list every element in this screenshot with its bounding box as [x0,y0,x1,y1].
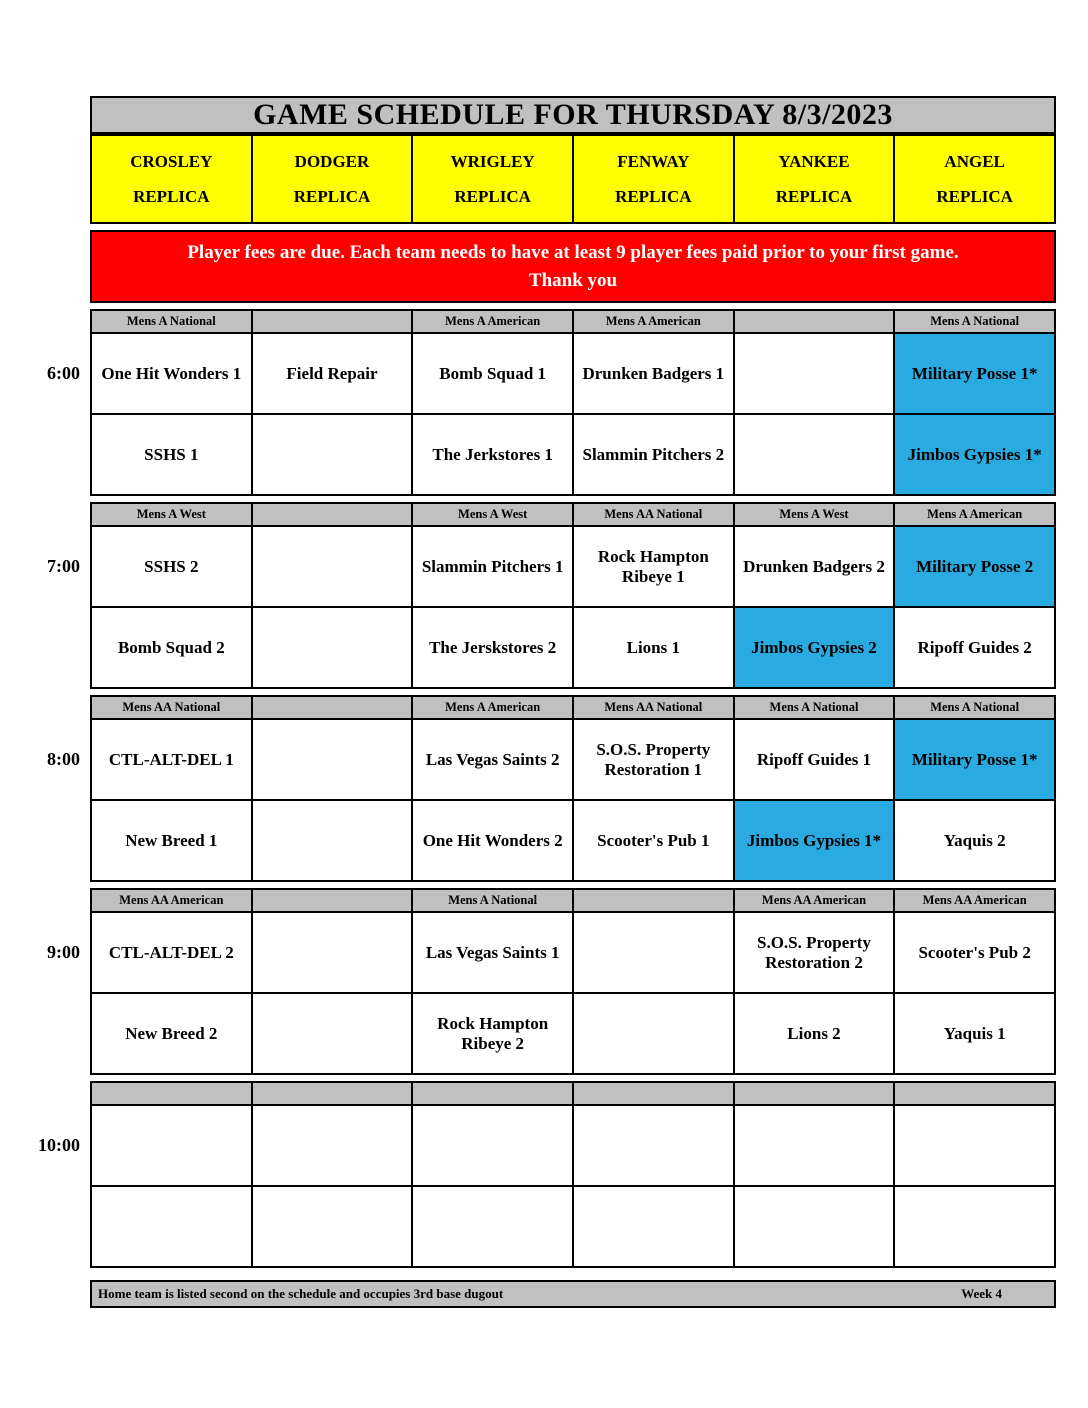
home-team: Rock Hampton Ribeye 2 [413,994,572,1073]
field-header-wrigley [413,136,572,222]
home-team: One Hit Wonders 2 [413,801,572,880]
division-label [895,1083,1054,1104]
field-type: REPLICA [936,186,1013,206]
away-team: Field Repair [253,334,412,413]
division-label: Mens A American [574,311,733,332]
away-team: CTL-ALT-DEL 2 [92,913,251,992]
home-team [253,801,412,880]
home-team [413,1187,572,1266]
player-fees-notice [90,230,1056,303]
field-type: REPLICA [293,186,371,206]
home-team: The Jerkstores 1 [413,415,572,494]
away-team: Military Posse 1* [895,720,1054,799]
home-team: Slammin Pitchers 2 [574,415,733,494]
home-team: Scooter's Pub 1 [574,801,733,880]
field-header-fenway [574,136,733,222]
field-type: REPLICA [775,186,853,206]
division-label [574,1083,733,1104]
field-header-crosley [92,136,251,222]
division-label: Mens AA National [574,504,733,525]
away-team: SSHS 2 [92,527,251,606]
field-name: CROSLEY [130,151,213,171]
home-team [574,994,733,1073]
away-team [735,334,894,413]
away-team [574,913,733,992]
division-label: Mens A National [92,311,251,332]
time-label: 9:00 [47,942,80,963]
home-team: Jimbos Gypsies 1* [895,415,1054,494]
division-label [253,311,412,332]
division-label: Mens A National [895,697,1054,718]
division-label: Mens A American [413,311,572,332]
home-team: The Jerskstores 2 [413,608,572,687]
away-team [413,1106,572,1185]
home-team: Lions 2 [735,994,894,1073]
home-team: Ripoff Guides 2 [895,608,1054,687]
home-team [574,1187,733,1266]
division-label: Mens A West [92,504,251,525]
footer-bar [90,1280,1056,1308]
division-label [574,890,733,911]
division-label: Mens AA National [574,697,733,718]
game-schedule-sheet [38,96,1056,1308]
field-name: DODGER [294,151,370,171]
time-label: 7:00 [47,556,80,577]
division-label: Mens A West [413,504,572,525]
home-team [253,994,412,1073]
division-label [253,697,412,718]
home-team: Lions 1 [574,608,733,687]
field-header-yankee [735,136,894,222]
home-team: SSHS 1 [92,415,251,494]
away-team [92,1106,251,1185]
division-label: Mens AA National [92,697,251,718]
away-team: Las Vegas Saints 2 [413,720,572,799]
field-name: WRIGLEY [450,151,535,171]
field-type: REPLICA [615,186,692,206]
away-team [735,1106,894,1185]
home-team [253,608,412,687]
field-header-dodger [253,136,412,222]
away-team: CTL-ALT-DEL 1 [92,720,251,799]
home-team [735,1187,894,1266]
hour-block-6pm [47,309,1056,496]
away-team: Slammin Pitchers 1 [413,527,572,606]
home-team: Jimbos Gypsies 1* [735,801,894,880]
field-type: REPLICA [454,186,531,206]
away-team [574,1106,733,1185]
division-label: Mens A American [895,504,1054,525]
notice-line-2: Thank you [528,269,618,291]
home-team [253,415,412,494]
division-label: Mens A West [735,504,894,525]
home-team [895,1187,1054,1266]
division-label: Mens AA American [895,890,1054,911]
away-team: Drunken Badgers 1 [574,334,733,413]
away-team [253,1106,412,1185]
away-team: Bomb Squad 1 [413,334,572,413]
field-type: REPLICA [133,186,210,206]
home-team: Yaquis 1 [895,994,1054,1073]
page-title: GAME SCHEDULE FOR THURSDAY 8/3/2023 [90,96,1056,134]
division-label [735,1083,894,1104]
notice-line-1: Player fees are due. Each team needs to have at least 9 player fees paid prior to your first game. [187,242,959,263]
away-team [253,720,412,799]
home-team: New Breed 1 [92,801,251,880]
home-team [92,1187,251,1266]
division-label [253,504,412,525]
away-team [253,913,412,992]
division-label [253,1083,412,1104]
away-team: Drunken Badgers 2 [735,527,894,606]
time-label: 6:00 [47,363,80,384]
field-header-angel [895,136,1054,222]
home-team: Yaquis 2 [895,801,1054,880]
division-label: Mens A National [413,890,572,911]
away-team: Ripoff Guides 1 [735,720,894,799]
time-label: 8:00 [47,749,80,770]
away-team: Scooter's Pub 2 [895,913,1054,992]
away-team: Military Posse 1* [895,334,1054,413]
division-label [253,890,412,911]
away-team [253,527,412,606]
hour-block-7pm [47,502,1056,689]
division-label: Mens A National [735,697,894,718]
time-label: 10:00 [38,1135,80,1156]
division-label: Mens AA American [735,890,894,911]
division-label [92,1083,251,1104]
hour-block-8pm [47,695,1056,882]
hour-block-9pm [47,888,1056,1075]
field-name: ANGEL [944,151,1005,171]
home-team [735,415,894,494]
division-label: Mens A American [413,697,572,718]
away-team: S.O.S. Property Restoration 1 [574,720,733,799]
week-label: Week 4 [961,1286,1002,1302]
away-team [895,1106,1054,1185]
home-team: Bomb Squad 2 [92,608,251,687]
footer-note: Home team is listed second on the schedule and occupies 3rd base dugout [98,1286,504,1302]
home-team: Jimbos Gypsies 2 [735,608,894,687]
division-label [735,311,894,332]
hour-block-10pm [38,1081,1056,1268]
division-label: Mens A National [895,311,1054,332]
division-label: Mens AA American [92,890,251,911]
field-name: FENWAY [617,151,690,171]
division-label [413,1083,572,1104]
home-team [253,1187,412,1266]
away-team: S.O.S. Property Restoration 2 [735,913,894,992]
away-team: Military Posse 2 [895,527,1054,606]
home-team: New Breed 2 [92,994,251,1073]
field-name: YANKEE [778,151,850,171]
field-header-row [90,134,1056,224]
away-team: Rock Hampton Ribeye 1 [574,527,733,606]
away-team: Las Vegas Saints 1 [413,913,572,992]
away-team: One Hit Wonders 1 [92,334,251,413]
